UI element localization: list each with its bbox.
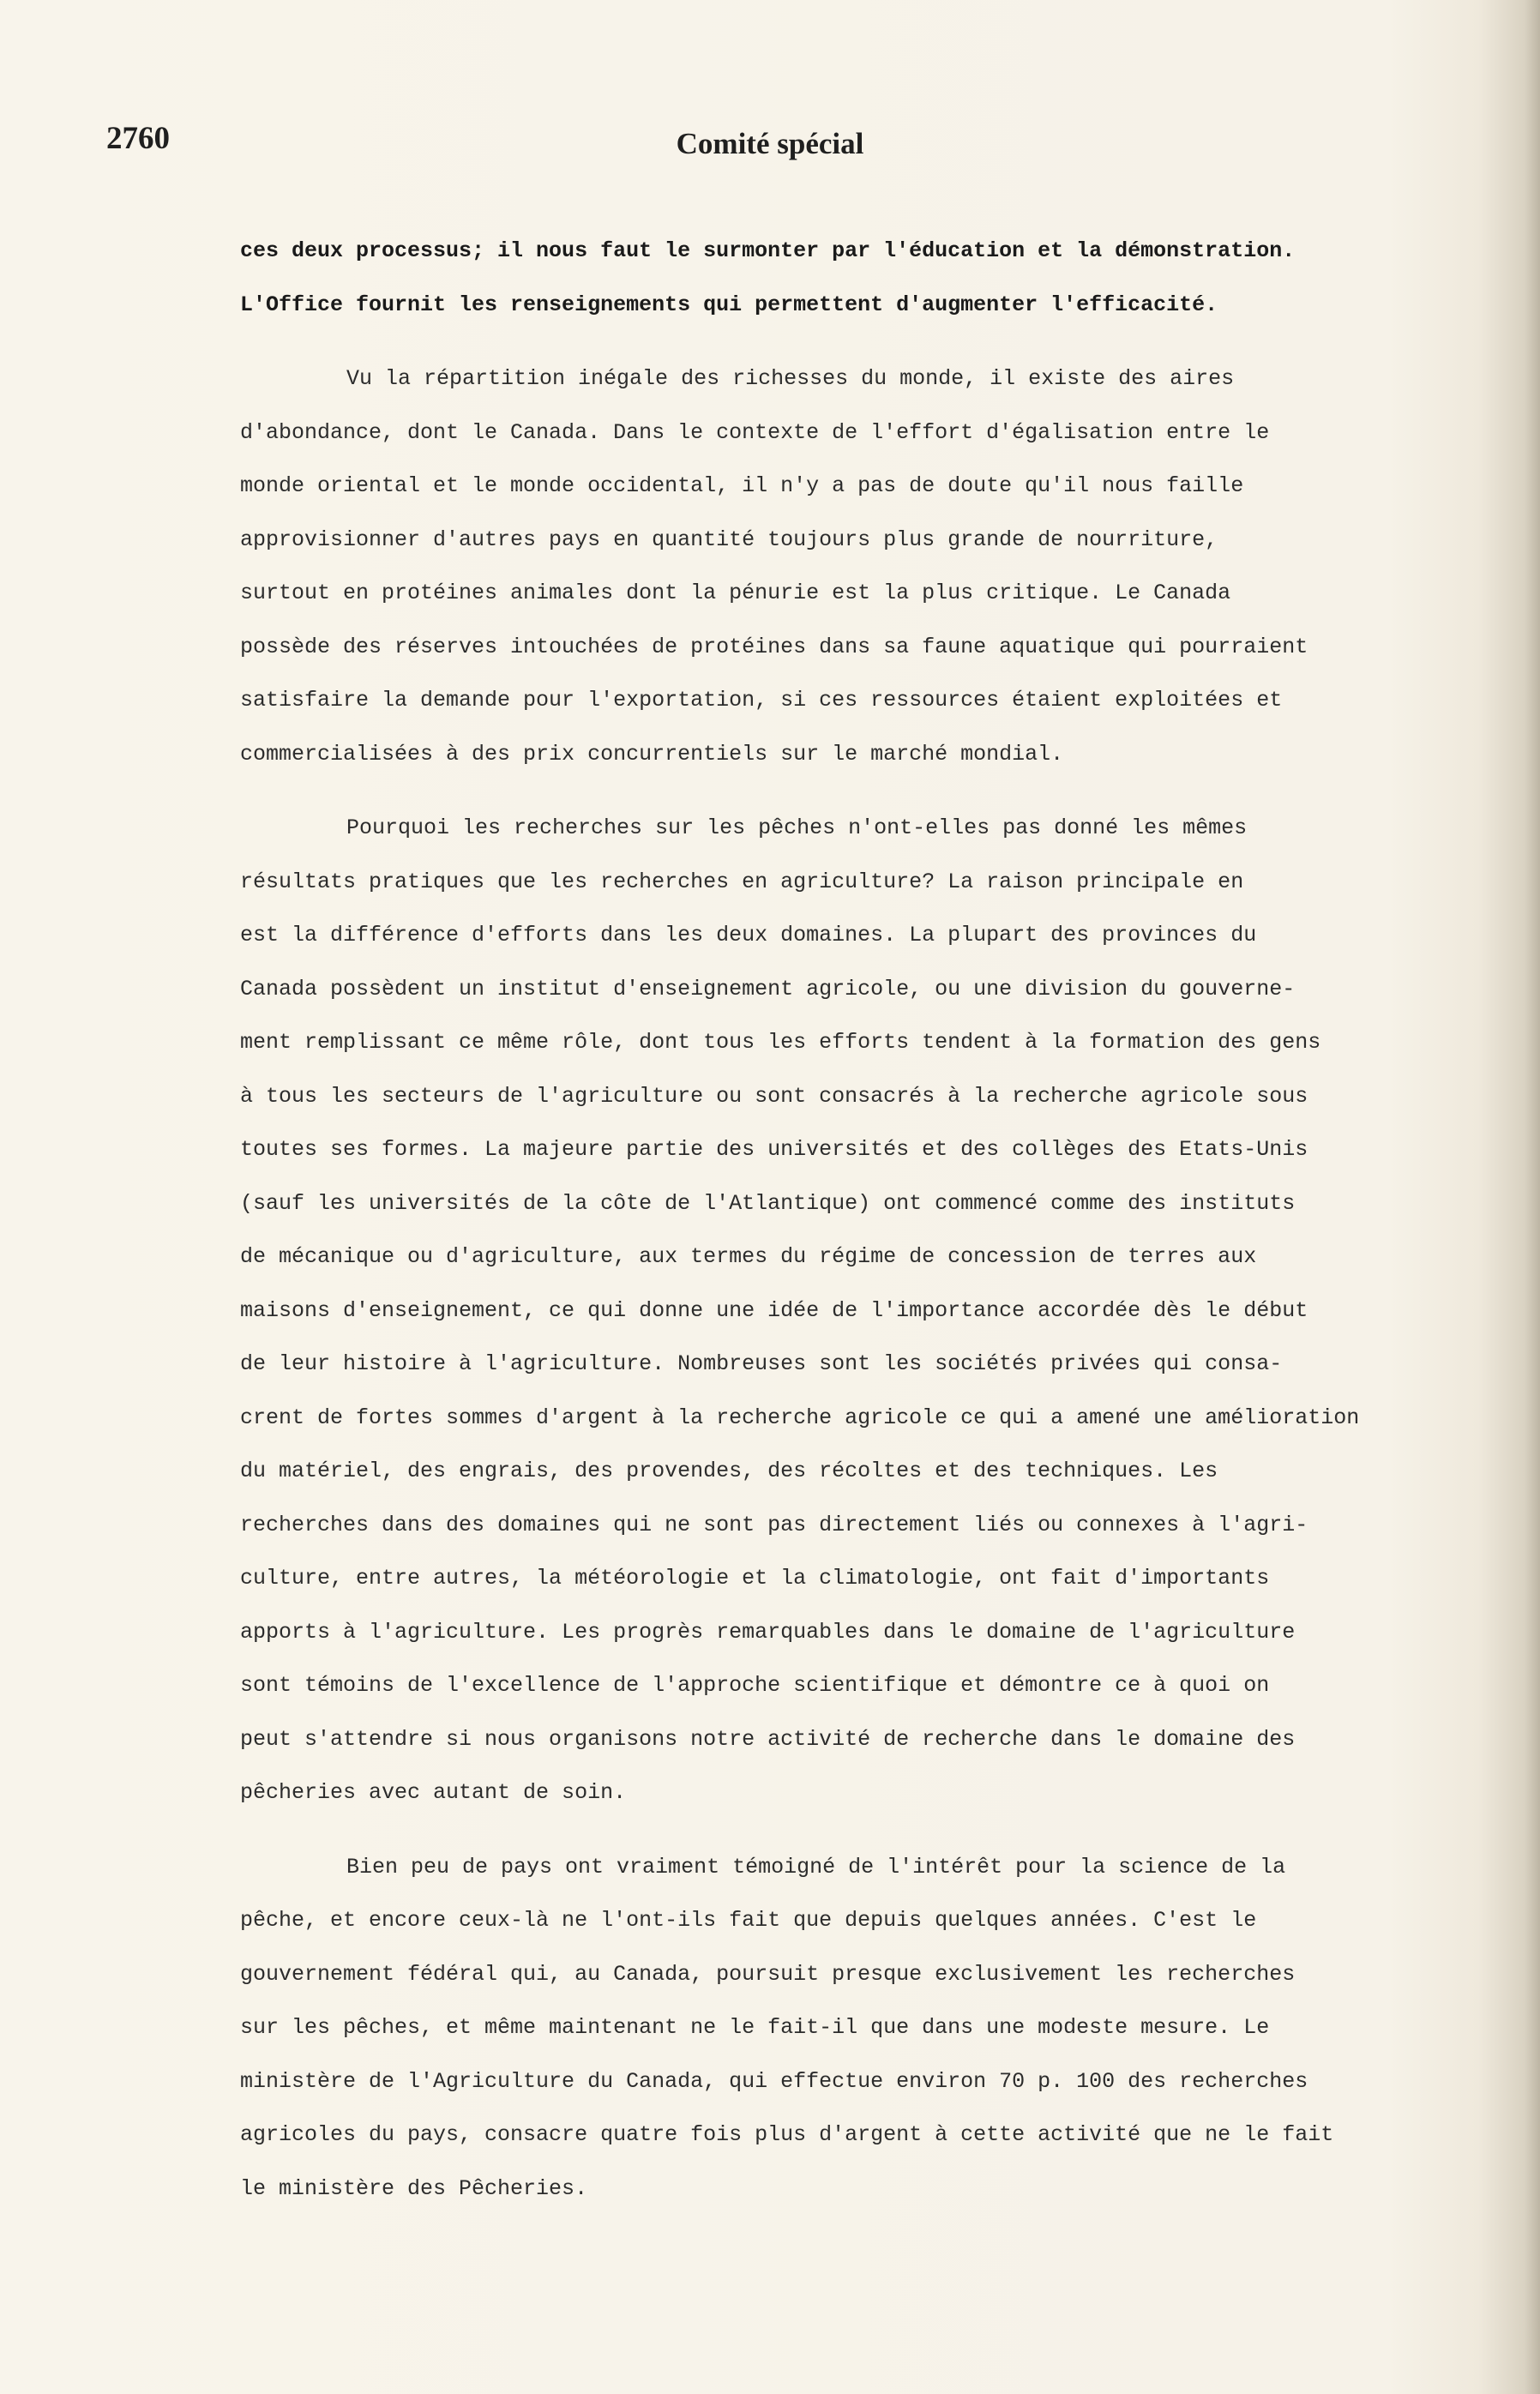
text-line: résultats pratiques que les recherches en agriculture? La raison principale en [240, 869, 1244, 894]
text-line: toutes ses formes. La majeure partie des universités et des collèges des Etats-Unis [240, 1137, 1308, 1162]
paragraph [240, 225, 1406, 332]
text-line: ment remplissant ce même rôle, dont tous les efforts tendent à la formation des gens [240, 1030, 1321, 1055]
paragraph [240, 352, 1406, 781]
text-line: de leur histoire à l'agriculture. Nombreuses sont les sociétés privées qui consa- [240, 1351, 1283, 1376]
text-line: sont témoins de l'excellence de l'approche scientifique et démontre ce à quoi on [240, 1673, 1270, 1698]
paragraph-gap [240, 781, 1406, 802]
text-line: de mécanique ou d'agriculture, aux termes du régime de concession de terres aux [240, 1244, 1257, 1269]
text-line: Bien peu de pays ont vraiment témoigné de l'intérêt pour la science de la [346, 1854, 1286, 1880]
text-line: du matériel, des engrais, des provendes, des récoltes et des techniques. Les [240, 1459, 1218, 1483]
text-line: Canada possèdent un institut d'enseignement agricole, ou une division du gouverne- [240, 976, 1296, 1002]
text-line: commercialisées à des prix concurrentiels sur le marché mondial. [240, 741, 1064, 767]
text-line: monde oriental et le monde occidental, il n'y a pas de doute qu'il nous faille [240, 473, 1244, 498]
text-line: pêcheries avec autant de soin. [240, 1780, 627, 1805]
text-line: Pourquoi les recherches sur les pêches n'ont-elles pas donné les mêmes [346, 815, 1248, 840]
text-line: agricoles du pays, consacre quatre fois plus d'argent à cette activité que ne le fait [240, 2122, 1334, 2147]
paragraph [240, 1841, 1406, 2217]
page-number: 2760 [106, 121, 170, 156]
text-line: est la différence d'efforts dans les deux domaines. La plupart des provinces du [240, 923, 1257, 947]
text-line: crent de fortes sommes d'argent à la recherche agricole ce qui a amené une amélioration [240, 1405, 1360, 1430]
text-line: Vu la répartition inégale des richesses du monde, il existe des aires [346, 366, 1235, 391]
paragraph [240, 802, 1406, 1820]
body-text [240, 225, 1406, 2216]
text-line: culture, entre autres, la météorologie et la climatologie, ont fait d'importants [240, 1566, 1270, 1591]
text-line: L'Office fournit les renseignements qui permettent d'augmenter l'efficacité. [240, 292, 1218, 317]
text-line: possède des réserves intouchées de protéines dans sa faune aquatique qui pourraient [240, 634, 1308, 659]
text-line: le ministère des Pêcheries. [240, 2175, 588, 2201]
paragraph-gap [240, 332, 1406, 352]
text-line: pêche, et encore ceux-là ne l'ont-ils fait que depuis quelques années. C'est le [240, 1908, 1257, 1933]
text-line: maisons d'enseignement, ce qui donne une idée de l'importance accordée dès le début [240, 1297, 1308, 1323]
text-line: (sauf les universités de la côte de l'Atlantique) ont commencé comme des instituts [240, 1190, 1296, 1216]
text-line: d'abondance, dont le Canada. Dans le contexte de l'effort d'égalisation entre le [240, 419, 1270, 445]
text-line: apports à l'agriculture. Les progrès remarquables dans le domaine de l'agriculture [240, 1619, 1296, 1645]
text-line: recherches dans des domaines qui ne sont pas directement liés ou connexes à l'agri- [240, 1512, 1308, 1537]
text-line: satisfaire la demande pour l'exportation, si ces ressources étaient exploitées et [240, 688, 1283, 713]
paragraph-gap [240, 1820, 1406, 1841]
text-line: sur les pêches, et même maintenant ne le fait-il que dans une modeste mesure. Le [240, 2015, 1270, 2040]
text-line: surtout en protéines animales dont la pénurie est la plus critique. Le Canada [240, 580, 1231, 605]
text-line: ces deux processus; il nous faut le surmonter par l'éducation et la démonstration. [240, 238, 1296, 263]
text-line: ministère de l'Agriculture du Canada, qui effectue environ 70 p. 100 des recherches [240, 2068, 1308, 2094]
text-line: peut s'attendre si nous organisons notre activité de recherche dans le domaine des [240, 1726, 1296, 1752]
text-line: à tous les secteurs de l'agriculture ou sont consacrés à la recherche agricole sous [240, 1083, 1308, 1109]
text-line: gouvernement fédéral qui, au Canada, poursuit presque exclusivement les recherches [240, 1961, 1296, 1987]
running-title: Comité spécial [676, 127, 864, 160]
text-line: approvisionner d'autres pays en quantité toujours plus grande de nourriture, [240, 526, 1218, 552]
